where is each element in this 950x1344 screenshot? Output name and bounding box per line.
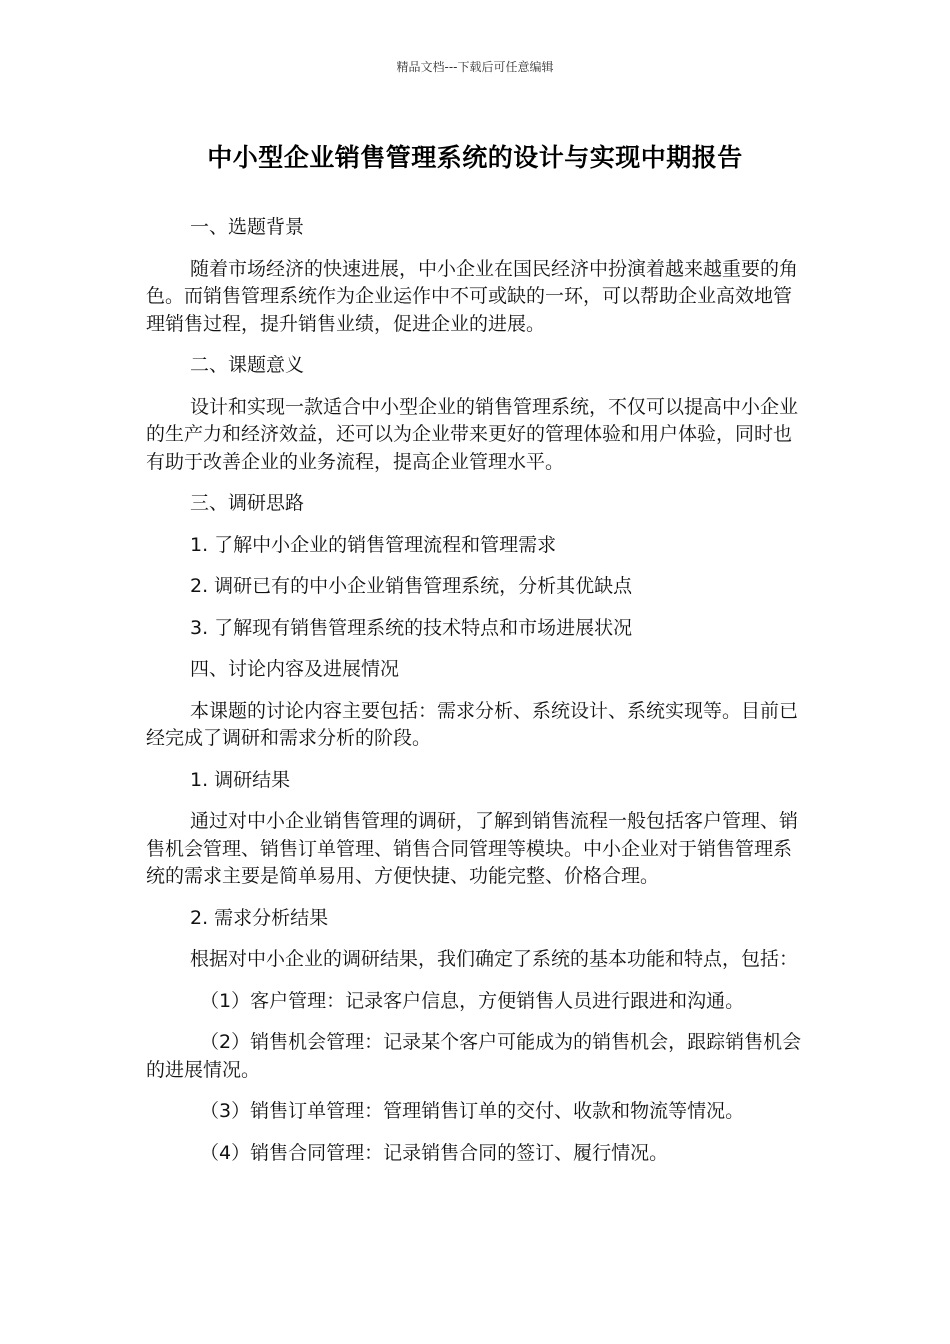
- subheading-requirements-results: 2. 需求分析结果: [190, 906, 329, 929]
- list-item: （4）销售合同管理：记录销售合同的签订、履行情况。: [200, 1141, 669, 1164]
- paragraph-significance: 设计和实现一款适合中小型企业的销售管理系统，不仅可以提高中小企业的生产力和经济效益，还可以为企业带来更好的管理体验和用户体验，同时也有助于改善企业的业务流程，提高企业管理水平。: [146, 395, 799, 473]
- list-item: （3）销售订单管理：管理销售订单的交付、收款和物流等情况。: [200, 1100, 745, 1122]
- paragraph-progress: 本课题的讨论内容主要包括：需求分析、系统设计、系统实现等。目前已经完成了调研和需求分析的阶段。: [146, 699, 799, 749]
- list-item: 3. 了解现有销售管理系统的技术特点和市场进展状况: [190, 616, 633, 639]
- subheading-research-results: 1. 调研结果: [190, 768, 291, 791]
- section-heading-progress: 四、讨论内容及进展情况: [190, 658, 400, 680]
- document-body: [146, 214, 806, 1181]
- list-item: （1）客户管理：记录客户信息，方便销售人员进行跟进和沟通。: [200, 989, 745, 1012]
- document-title: 中小型企业销售管理系统的设计与实现中期报告: [207, 143, 743, 172]
- section-heading-significance: 二、课题意义: [190, 354, 305, 376]
- header-note: 精品文档---下载后可任意编辑: [396, 60, 554, 74]
- paragraph-background: 随着市场经济的快速进展，中小企业在国民经济中扮演着越来越重要的角色。而销售管理系统作为企业运作中不可或缺的一环，可以帮助企业高效地管理销售过程，提升销售业绩，促进企业的进展。: [146, 257, 799, 335]
- section-heading-research-approach: 三、调研思路: [190, 492, 305, 514]
- list-item: 1. 了解中小企业的销售管理流程和管理需求: [190, 533, 557, 556]
- list-item: （2）销售机会管理：记录某个客户可能成为的销售机会，跟踪销售机会的进展情况。: [146, 1031, 802, 1081]
- section-heading-background: 一、选题背景: [190, 216, 305, 238]
- paragraph-research-results: 通过对中小企业销售管理的调研，了解到销售流程一般包括客户管理、销售机会管理、销售订单管理、销售合同管理等模块。中小企业对于销售管理系统的需求主要是简单易用、方便快捷、功能完整、价格合理。: [146, 810, 799, 887]
- paragraph-requirements-results: 根据对中小企业的调研结果，我们确定了系统的基本功能和特点，包括：: [190, 948, 799, 970]
- list-item: 2. 调研已有的中小企业销售管理系统，分析其优缺点: [190, 575, 633, 597]
